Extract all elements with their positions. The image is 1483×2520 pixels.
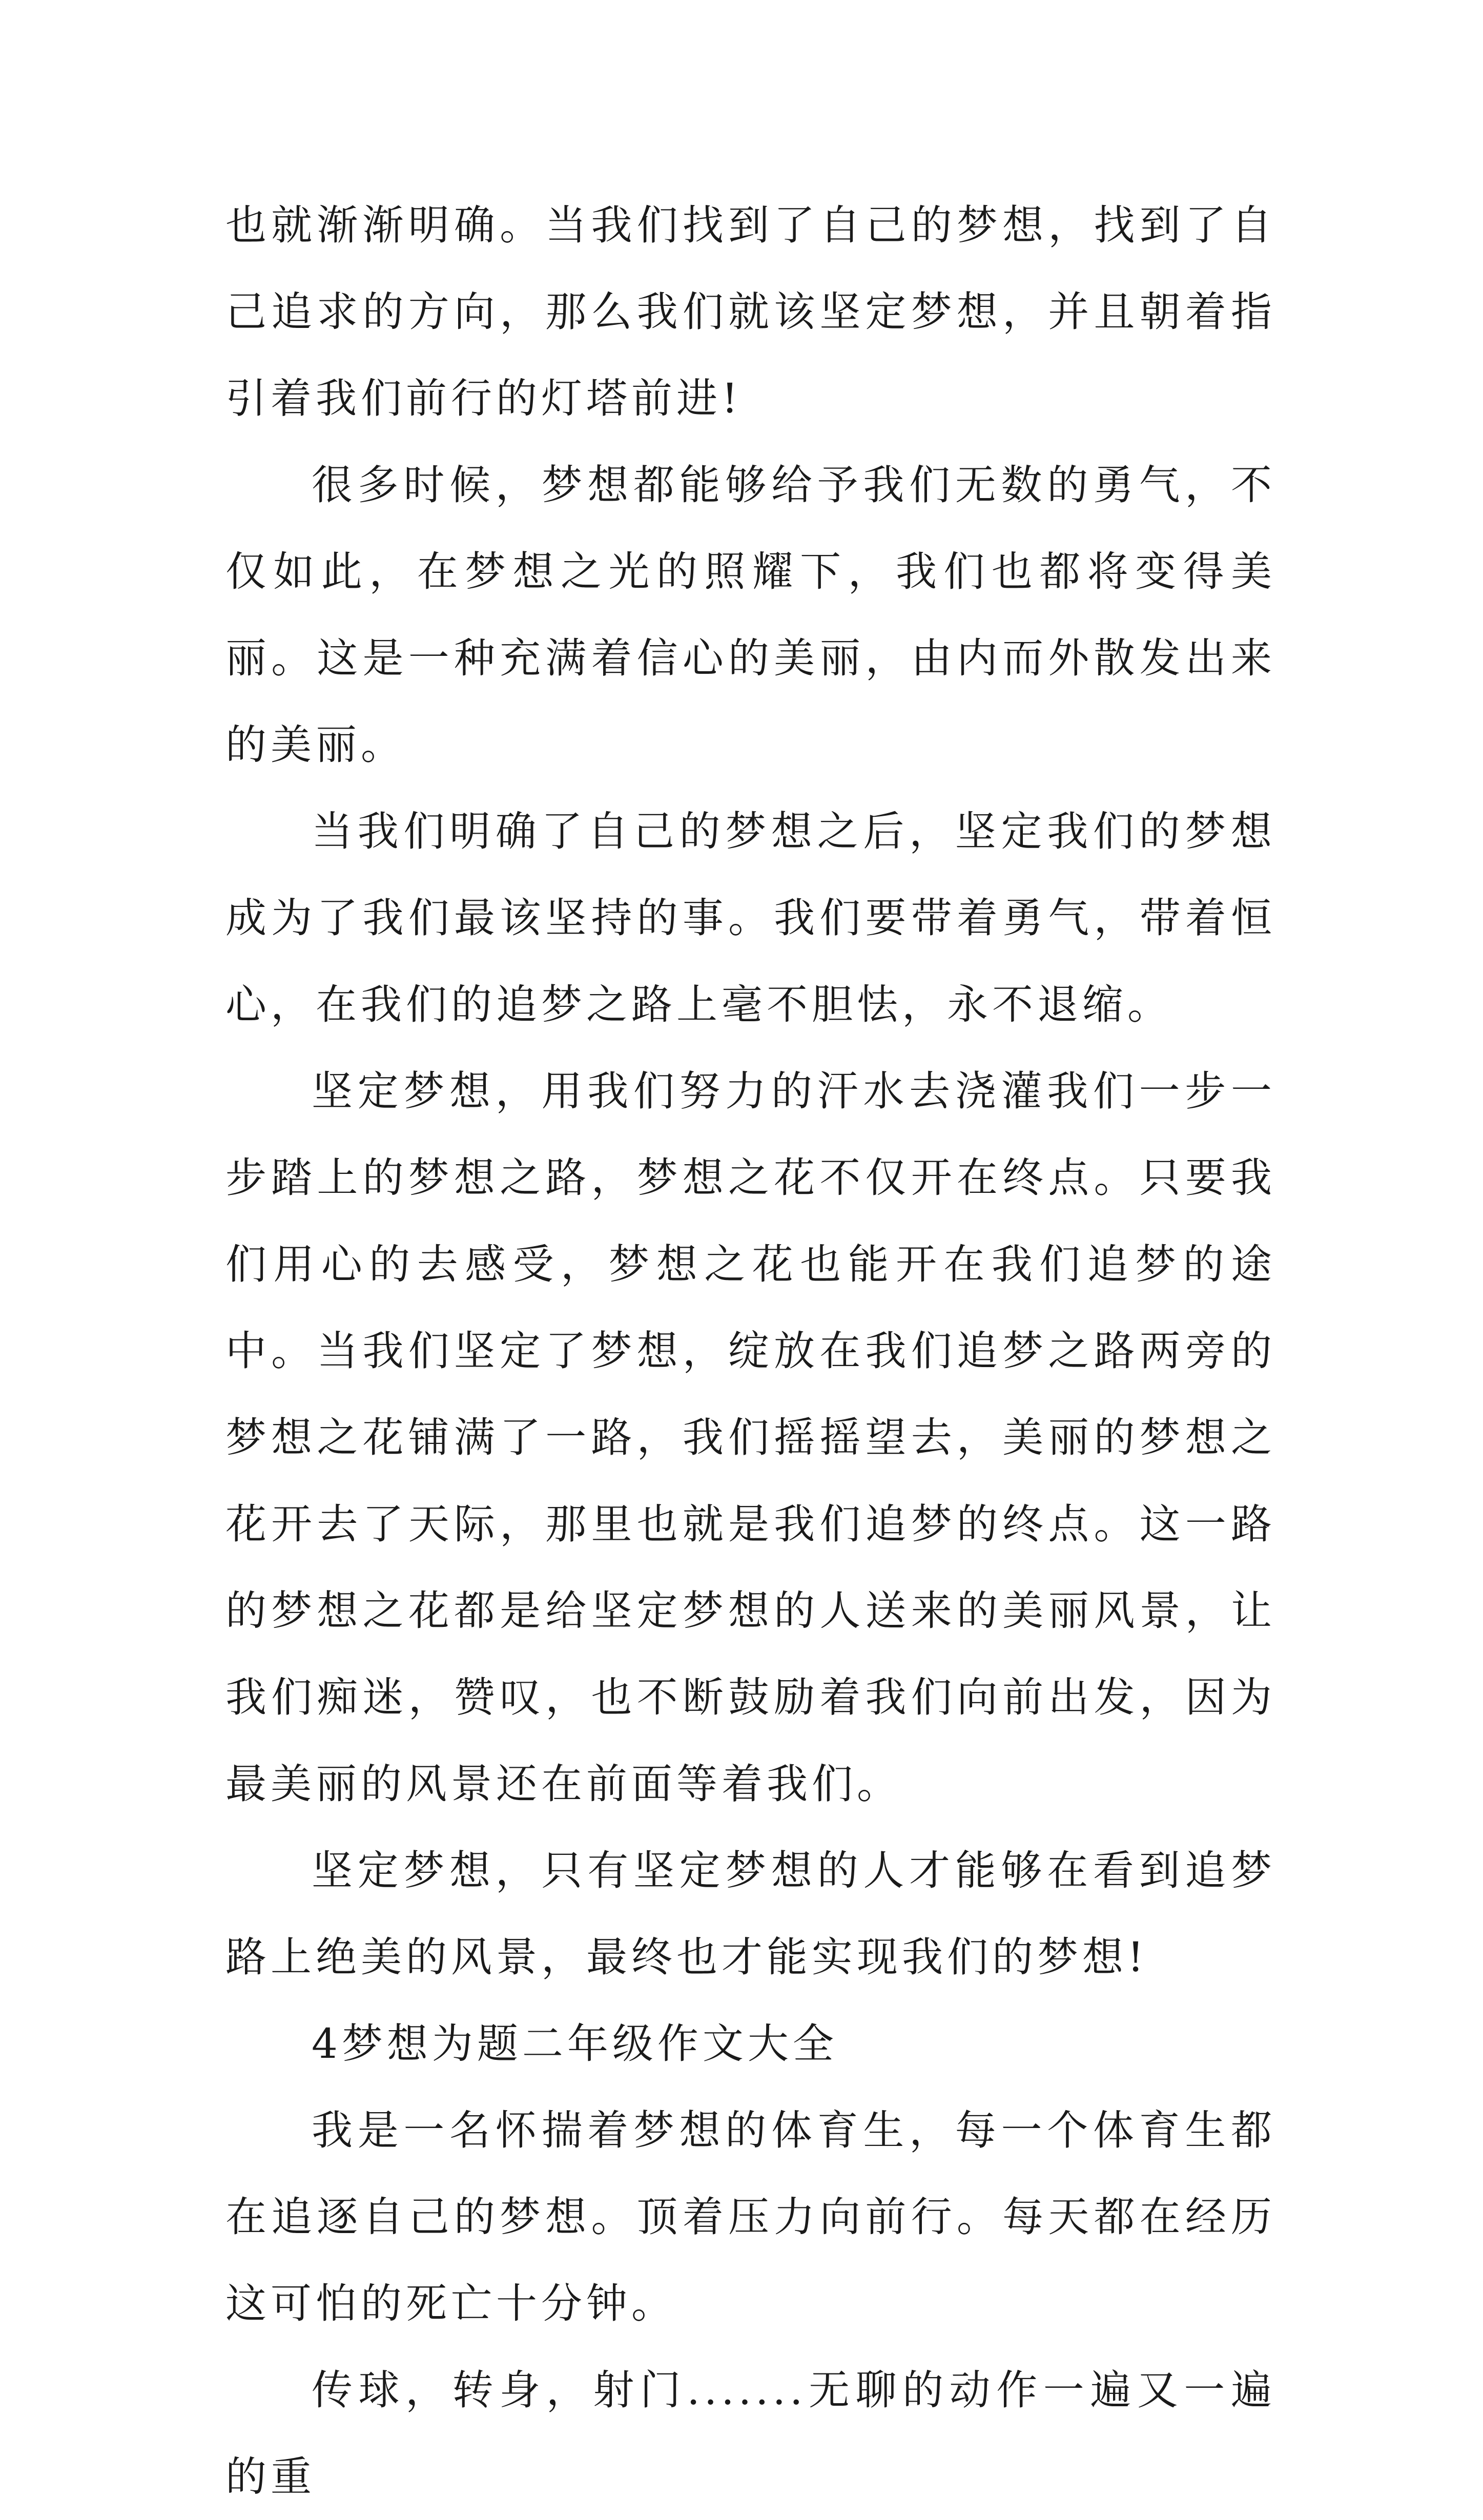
paragraph: 当我们明确了自己的梦想之后，坚定我们的梦想成为了我们最该坚持的事。我们要带着勇气，带着恒心，在我们的追梦之路上毫不胆怯，永不退缩。 xyxy=(225,808,1276,1028)
paragraph-continuation: 也就渐渐明确。当我们找到了自己的梦想，找到了自己追求的方向，那么我们就该坚定梦想，并且朝着指引着我们前行的灯塔前进! xyxy=(225,201,1276,422)
paragraph: 传球，转身，射门.......无聊的动作一遍又一遍的重 xyxy=(225,2366,1276,2501)
paragraph: 坚定梦想，只有坚定梦想的人才能够在看到追梦路上绝美的风景，最终也才能实现我们的梦想! xyxy=(225,1847,1276,1981)
section-heading: 4梦想为题二年级作文大全 xyxy=(312,2020,838,2068)
body-text xyxy=(225,182,1276,2520)
paragraph: 我是一名怀揣着梦想的体育生，每一个体育生都在追逐自己的梦想。顶着压力向前行。每天都在经历这可怕的死亡十分钟。 xyxy=(225,2106,1276,2327)
paragraph: 很多时候，梦想都能够给予我们无数的勇气，不仅如此，在梦想之光的照耀下，我们也都将变得美丽。这是一种充满着信心的美丽，由内而外散发出来的美丽。 xyxy=(225,461,1276,769)
paragraph: 坚定梦想，用我们努力的汗水去浇灌我们一步一步踏上的梦想之路，梦想之花不仅开在终点。只要我们用心的去感受，梦想之花也能开在我们追梦的途中。当我们坚定了梦想，绽放在我们追梦之路两旁的梦想之花铺满了一路，我们摇摇望去，美丽的梦想之花开去了天际，那里也就是我们追梦的终点。这一路的梦想之花都是给坚定梦想的人送来的美丽风景，让我们痴迷，赞叹，也不断鼓励着我们向前出发，因为最美丽的风景还在前面等着我们。 xyxy=(225,1067,1276,1808)
